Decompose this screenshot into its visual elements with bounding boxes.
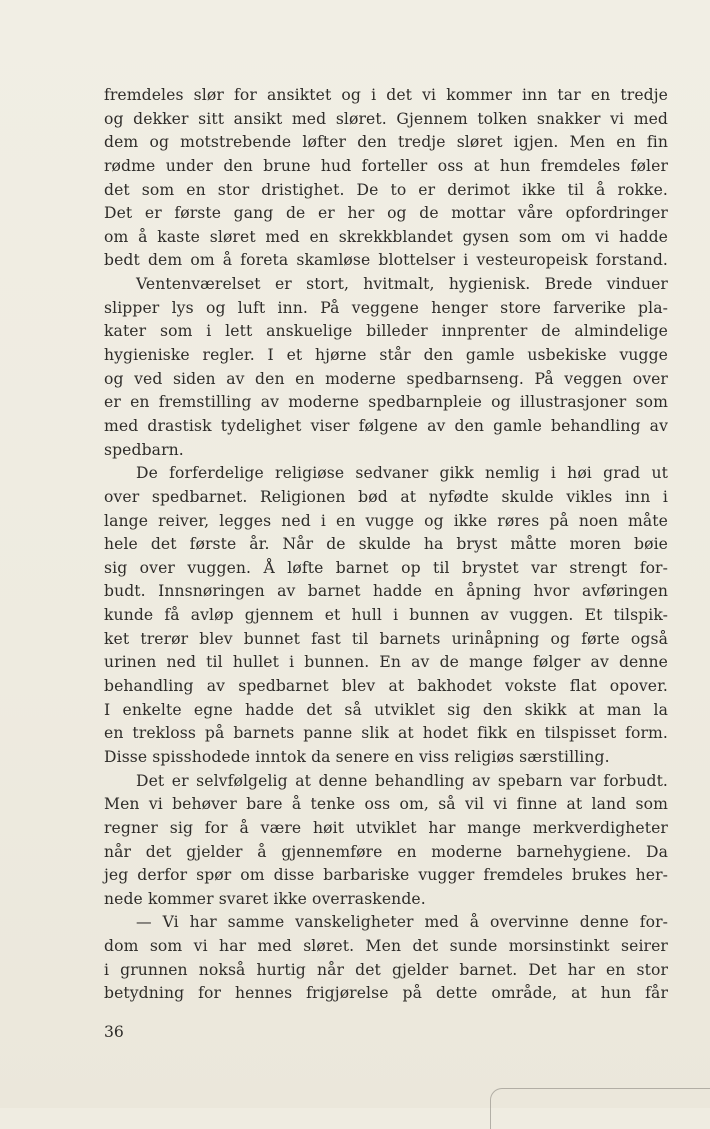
- text-line: jeg derfor spør om disse barbariske vugger fremdeles brukes her-: [104, 866, 668, 885]
- text-line: sig over vuggen. Å løfte barnet op til brystet var strengt for-: [104, 558, 668, 577]
- text-line: når det gjelder å gjennemføre en moderne barnehygiene. Da: [104, 842, 668, 861]
- body-text: [104, 84, 668, 1006]
- text-line: Men vi behøver bare å tenke oss om, så vil vi finne at land som: [104, 795, 668, 814]
- text-line: over spedbarnet. Religionen bød at nyfødte skulde vikles inn i: [104, 487, 668, 506]
- text-line: regner sig for å være høit utviklet har mange merkverdigheter: [104, 818, 668, 837]
- text-line: ket trerør blev bunnet fast til barnets urinåpning og førte også: [104, 629, 668, 648]
- text-line: urinen ned til hullet i bunnen. En av de mange følger av denne: [104, 653, 668, 672]
- text-line: er en fremstilling av moderne spedbarnpleie og illustrasjoner som: [104, 393, 668, 412]
- text-line: i grunnen nokså hurtig når det gjelder barnet. Det har en stor: [104, 960, 668, 979]
- text-line: kunde få avløp gjennem et hull i bunnen av vuggen. Et tilspik-: [104, 606, 668, 625]
- text-line: behandling av spedbarnet blev at bakhodet vokste flat opover.: [104, 677, 668, 696]
- text-line: Det er selvfølgelig at denne behandling av spebarn var forbudt.: [136, 771, 668, 790]
- text-line: spedbarn.: [104, 440, 184, 459]
- text-line: nede kommer svaret ikke overraskende.: [104, 889, 426, 908]
- text-line: De forferdelige religiøse sedvaner gikk nemlig i høi grad ut: [136, 464, 668, 483]
- text-line: Ventenværelset er stort, hvitmalt, hygienisk. Brede vinduer: [136, 275, 668, 294]
- text-line: og ved siden av den en moderne spedbarnseng. På veggen over: [104, 369, 668, 388]
- text-line: det som en stor dristighet. De to er derimot ikke til å rokke.: [104, 180, 668, 199]
- text-line: I enkelte egne hadde det så utviklet sig den skikk at man la: [104, 700, 668, 719]
- text-line: rødme under den brune hud forteller oss at hun fremdeles føler: [104, 156, 668, 175]
- text-line: hygieniske regler. I et hjørne står den gamle usbekiske vugge: [104, 346, 668, 365]
- text-line: kater som i lett anskuelige billeder innprenter de almindelige: [104, 322, 668, 341]
- text-line: betydning for hennes frigjørelse på dette område, at hun får: [104, 984, 668, 1003]
- text-line: fremdeles slør for ansiktet og i det vi kommer inn tar en tredje: [104, 86, 668, 104]
- text-line: slipper lys og luft inn. På veggene henger store farverike pla-: [104, 298, 668, 317]
- text-line: og dekker sitt ansikt med sløret. Gjennem tolken snakker vi med: [104, 109, 668, 128]
- text-line: hele det første år. Når de skulde ha bryst måtte moren bøie: [104, 535, 668, 554]
- text-line: om å kaste sløret med en skrekkblandet gysen som om vi hadde: [104, 227, 668, 246]
- page-number: 36: [104, 1023, 124, 1041]
- text-line: Det er første gang de er her og de mottar våre opfordringer: [104, 204, 668, 223]
- text-line: budt. Innsnøringen av barnet hadde en åpning hvor avføringen: [104, 582, 668, 601]
- text-line: — Vi har samme vanskeligheter med å overvinne denne for-: [136, 913, 668, 932]
- page-edge-mark: [490, 1088, 710, 1129]
- text-line: en trekloss på barnets panne slik at hodet fikk en tilspisset form.: [104, 724, 668, 743]
- text-line: med drastisk tydelighet viser følgene av den gamle behandling av: [104, 416, 668, 435]
- text-line: dem og motstrebende løfter den tredje sløret igjen. Men en fin: [104, 133, 668, 152]
- text-line: Disse spisshodede inntok da senere en viss religiøs særstilling.: [104, 747, 610, 766]
- text-line: lange reiver, legges ned i en vugge og ikke røres på noen måte: [104, 511, 668, 530]
- text-line: bedt dem om å foreta skamløse blottelser i vesteuropeisk forstand.: [104, 251, 668, 270]
- text-line: dom som vi har med sløret. Men det sunde morsinstinkt seirer: [104, 937, 668, 956]
